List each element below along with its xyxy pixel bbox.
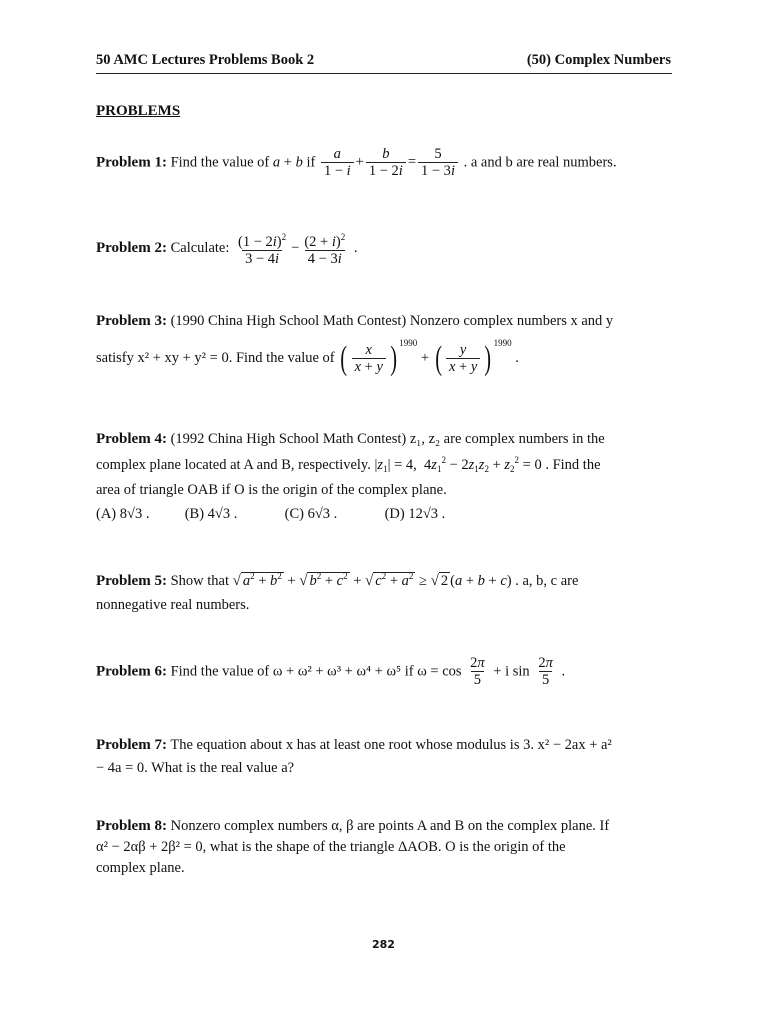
problem-3-text-1: (1990 China High School Math Contest) Nonzero complex numbers x and y <box>170 313 614 329</box>
problem-8-line-2: α² − 2αβ + 2β² = 0, what is the shape of the triangle ΔAOB. O is the origin of the <box>96 839 566 855</box>
section-title: PROBLEMS <box>96 103 181 119</box>
problem-6-label: Problem 6: <box>96 663 167 680</box>
problem-4-choice-d: (D) 12√3 . <box>384 506 446 522</box>
header-chapter-title: (50) Complex Numbers <box>526 52 671 68</box>
problem-4-text-1: (1992 China High School Math Contest) z₁, z₂ are complex numbers in the <box>170 431 605 447</box>
problem-1-if: if <box>306 154 316 171</box>
page-number: 282 <box>372 938 395 951</box>
problem-5-lead: Show that <box>170 573 229 589</box>
problem-3-label: Problem 3: <box>96 313 167 329</box>
problem-4-line-1 <box>96 431 605 448</box>
problem-3-exponent-2: 1990 <box>493 338 512 348</box>
problem-6: Problem 6: Find the value of ω + ω² + ω³ + ω⁴ + ω⁵ if ω = cos $\frac{2\pi}{5}$ + i sin $\frac{2\pi}{5}$ . <box>96 655 566 688</box>
problem-2-lead: Calculate: <box>170 239 230 256</box>
problem-5-tail: . a, b, c are <box>515 573 579 589</box>
problem-3-line-2 <box>96 338 519 376</box>
problem-3-exponent-1: 1990 <box>399 338 418 348</box>
problem-4-choice-b: (B) 4√3 . <box>184 506 238 522</box>
problem-7-line-1 <box>96 737 612 754</box>
header-rule <box>96 73 672 74</box>
problem-7-line-2: − 4a = 0. What is the real value a? <box>96 760 295 776</box>
problem-3-expression: ( $\frac{x}{x + y}$ ) $^{1990}$ + ( $\frac{y}{x + y}$ ) $^{1990}$ . <box>340 338 519 377</box>
problem-4-choices <box>96 506 445 523</box>
problem-5-line-1 <box>96 571 578 590</box>
problem-1-tail: . a and b are real numbers. <box>463 154 617 171</box>
problem-6-fraction-2: $\frac{2\pi}{5}$ <box>538 655 553 688</box>
problem-4-choice-a: (A) 8√3 . <box>96 506 150 522</box>
problem-8-text-1: Nonzero complex numbers α, β are points A and B on the complex plane. If <box>170 818 610 834</box>
problem-8-label: Problem 8: <box>96 818 167 834</box>
problem-1-lead: Find the value of <box>170 154 270 171</box>
problem-2-label: Problem 2: <box>96 239 167 256</box>
problem-5-inequality: √ $a^2 + b^2$ + √ $b^2 + c^2$ + √ $c^2 + a^2$ ≥ √ 2 (a + b + c) <box>232 571 516 589</box>
problem-4-label: Problem 4: <box>96 431 167 447</box>
problem-4-line-2 <box>96 455 601 474</box>
problem-1: Problem 1: Find the value of a + b if $\frac{a}{1 - i}$ + $\frac{b}{1 - 2i}$ = $\frac{5}{1 - 3i}$ . a and b are real numbers. <box>96 146 617 179</box>
problem-3-line-1 <box>96 313 613 330</box>
problem-8-line-3: complex plane. <box>96 860 185 876</box>
problem-4-choice-c: (C) 6√3 . <box>284 506 338 522</box>
problem-6-fraction-1: $\frac{2\pi}{5}$ <box>470 655 485 688</box>
header-book-title: 50 AMC Lectures Problems Book 2 <box>96 52 315 68</box>
problem-6-lead: Find the value of ω + ω² + ω³ + ω⁴ + ω⁵ if ω = cos <box>170 663 462 680</box>
problem-1-equation: $\frac{a}{1 - i}$ + $\frac{b}{1 - 2i}$ = $\frac{5}{1 - 3i}$ <box>319 154 464 170</box>
problem-1-label: Problem 1: <box>96 154 167 171</box>
problem-4-text-2: complex plane located at A and B, respectively. <box>96 457 371 473</box>
problem-7-text-1: The equation about x has at least one root whose modulus is 3. x² − 2ax + a² <box>170 737 612 753</box>
problem-7-label: Problem 7: <box>96 737 167 753</box>
problem-4-condition: $|z_1| = 4$, $4z_1^2 - 2z_1z_2 + z_2^2 = 0$ <box>374 455 546 474</box>
problem-2 <box>96 229 357 268</box>
problem-3-text-2: satisfy x² + xy + y² = 0. Find the value of <box>96 350 335 366</box>
problem-6-mid: + i sin <box>493 663 530 680</box>
problem-4-line-3: area of triangle OAB if O is the origin of the complex plane. <box>96 482 447 498</box>
problem-5-label: Problem 5: <box>96 573 167 589</box>
problem-2-expression: $\frac{(1 - 2i)^2}{3 - 4i}$ − $\frac{(2 + i)^2}{4 - 3i}$ . <box>238 232 358 267</box>
problem-4-text-2-tail: . Find the <box>545 457 601 473</box>
problem-8-line-1 <box>96 818 609 835</box>
problem-5-line-2: nonnegative real numbers. <box>96 597 250 613</box>
